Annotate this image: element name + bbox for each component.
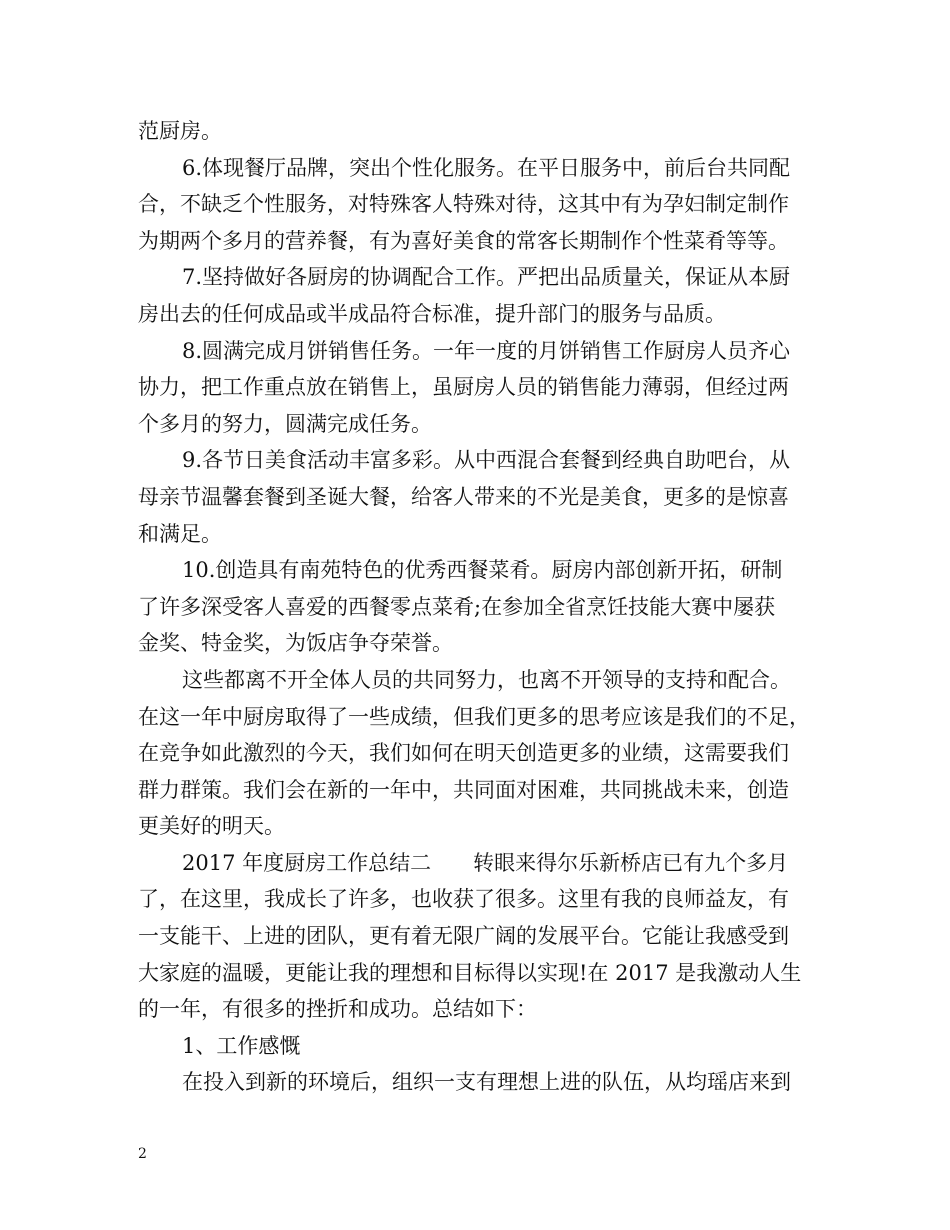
text-line: 群力群策。我们会在新的一年中，共同面对困难，共同挑战未来，创造 xyxy=(138,777,789,802)
text-line: 7.坚持做好各厨房的协调配合工作。严把出品质量关，保证从本厨 xyxy=(182,265,791,290)
text-line: 在这一年中厨房取得了一些成绩，但我们更多的思考应该是我们的不足， xyxy=(138,704,810,729)
text-line: 母亲节温馨套餐到圣诞大餐，给客人带来的不光是美食，更多的是惊喜 xyxy=(138,484,789,509)
text-line: 了许多深受客人喜爱的西餐零点菜肴;在参加全省烹饪技能大赛中屡获 xyxy=(138,594,776,619)
body-text xyxy=(138,113,828,1101)
text-line: 10.创造具有南苑特色的优秀西餐菜肴。厨房内部创新开拓，研制 xyxy=(182,558,783,583)
text-line: 范厨房。 xyxy=(138,119,222,143)
text-line: 大家庭的温暖，更能让我的理想和目标得以实现!在 2017 是我激动人生 xyxy=(138,960,802,985)
text-line: 和满足。 xyxy=(138,521,222,546)
text-line: 在竞争如此激烈的今天，我们如何在明天创造更多的业绩，这需要我们 xyxy=(138,741,789,766)
text-line: 为期两个多月的营养餐，有为喜好美食的常客长期制作个性菜肴等等。 xyxy=(138,228,789,253)
text-line: 的一年，有很多的挫折和成功。总结如下： xyxy=(138,997,537,1022)
text-line: 更美好的明天。 xyxy=(138,814,285,839)
text-line: 8.圆满完成月饼销售任务。一年一度的月饼销售工作厨房人员齐心 xyxy=(182,338,791,363)
page-number: 2 xyxy=(138,1146,147,1162)
text-line: 6.体现餐厅品牌，突出个性化服务。在平日服务中，前后台共同配 xyxy=(182,155,791,180)
text-line: 一支能干、上进的团队，更有着无限广阔的发展平台。它能让我感受到 xyxy=(138,924,789,949)
text-line: 了，在这里，我成长了许多，也收获了很多。这里有我的良师益友，有 xyxy=(138,887,789,912)
text-line: 金奖、特金奖，为饭店争夺荣誉。 xyxy=(138,631,453,656)
section-heading-line: 2017 年度厨房工作总结二 转眼来得尔乐新桥店已有九个多月 xyxy=(182,850,789,875)
text-line: 在投入到新的环境后，组织一支有理想上进的队伍，从均瑶店来到 xyxy=(182,1070,791,1095)
text-line: 协力，把工作重点放在销售上，虽厨房人员的销售能力薄弱，但经过两 xyxy=(138,375,789,400)
text-line: 房出去的任何成品或半成品符合标准，提升部门的服务与品质。 xyxy=(138,301,726,326)
text-line: 9.各节日美食活动丰富多彩。从中西混合套餐到经典自助吧台，从 xyxy=(182,448,791,473)
text-line: 合，不缺乏个性服务，对特殊客人特殊对待，这其中有为孕妇制定制作 xyxy=(138,192,789,217)
subheading-line: 1、工作感慨 xyxy=(182,1033,301,1058)
text-line: 个多月的努力，圆满完成任务。 xyxy=(138,411,432,436)
text-line: 这些都离不开全体人员的共同努力，也离不开领导的支持和配合。 xyxy=(182,667,791,692)
